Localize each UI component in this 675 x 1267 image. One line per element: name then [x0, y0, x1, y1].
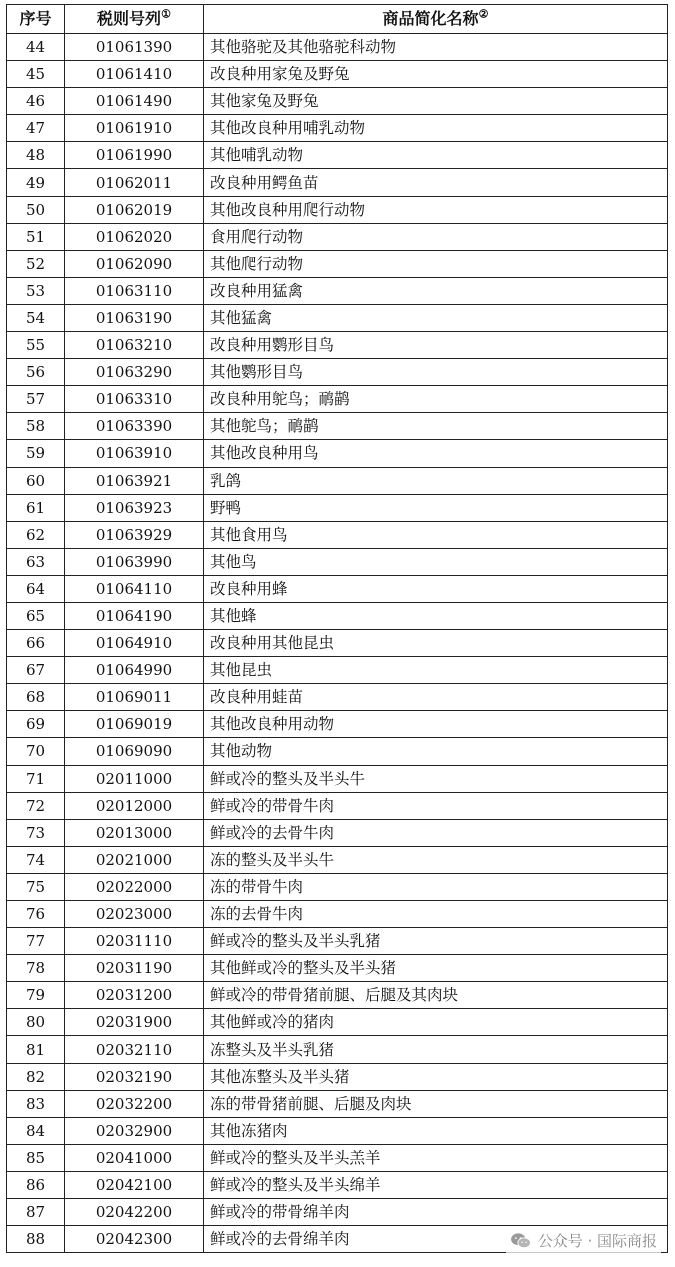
- table-row: [7, 521, 668, 548]
- table-row: [7, 332, 668, 359]
- product-name-cell: 其他冻猪肉: [204, 1117, 668, 1144]
- serial-number-cell: 65: [7, 602, 65, 629]
- product-name-cell: 鲜或冷的带骨牛肉: [204, 792, 668, 819]
- product-name-cell: 其他昆虫: [204, 657, 668, 684]
- table-row: [7, 901, 668, 928]
- tariff-code-cell: 02031900: [65, 1009, 204, 1036]
- serial-number-cell: 72: [7, 792, 65, 819]
- serial-number-cell: 47: [7, 115, 65, 142]
- serial-number-cell: 46: [7, 88, 65, 115]
- table-row: [7, 304, 668, 331]
- table-row: [7, 223, 668, 250]
- table-row: [7, 142, 668, 169]
- serial-number-cell: 73: [7, 819, 65, 846]
- serial-number-cell: 63: [7, 548, 65, 575]
- table-row: [7, 1090, 668, 1117]
- tariff-code-cell: 02042100: [65, 1171, 204, 1198]
- tariff-code-cell: 01063210: [65, 332, 204, 359]
- tariff-code-cell: 01062011: [65, 169, 204, 196]
- table-row: [7, 738, 668, 765]
- tariff-code-cell: 01064990: [65, 657, 204, 684]
- table-row: [7, 955, 668, 982]
- product-name-cell: 改良种用鹦形目鸟: [204, 332, 668, 359]
- tariff-code-cell: 02023000: [65, 901, 204, 928]
- serial-number-cell: 81: [7, 1036, 65, 1063]
- table-row: [7, 386, 668, 413]
- product-name-cell: 改良种用蛙苗: [204, 684, 668, 711]
- table-row: [7, 88, 668, 115]
- serial-number-cell: 76: [7, 901, 65, 928]
- serial-number-cell: 58: [7, 413, 65, 440]
- table-row: [7, 34, 668, 61]
- serial-number-cell: 44: [7, 34, 65, 61]
- serial-number-cell: 84: [7, 1117, 65, 1144]
- tariff-code-cell: 02032110: [65, 1036, 204, 1063]
- product-name-cell: 鲜或冷的整头及半头绵羊: [204, 1171, 668, 1198]
- product-name-cell: 鲜或冷的带骨猪前腿、后腿及其肉块: [204, 982, 668, 1009]
- tariff-code-cell: 02011000: [65, 765, 204, 792]
- table-row: [7, 196, 668, 223]
- product-name-cell: 其他鹦形目鸟: [204, 359, 668, 386]
- product-name-cell: 其他改良种用动物: [204, 711, 668, 738]
- watermark: [506, 1228, 661, 1253]
- header-tariff-code: [65, 5, 204, 34]
- serial-number-cell: 52: [7, 250, 65, 277]
- table-row: [7, 711, 668, 738]
- table-row: [7, 494, 668, 521]
- table-header-row: [7, 5, 668, 34]
- table-row: [7, 873, 668, 900]
- serial-number-cell: 59: [7, 440, 65, 467]
- tariff-code-cell: 01063110: [65, 277, 204, 304]
- table-row: [7, 1171, 668, 1198]
- tariff-code-cell: 02022000: [65, 873, 204, 900]
- table-row: [7, 684, 668, 711]
- table-row: [7, 657, 668, 684]
- table-row: [7, 413, 668, 440]
- product-name-cell: 冻的带骨猪前腿、后腿及肉块: [204, 1090, 668, 1117]
- header-serial-number-label: 序号: [19, 9, 52, 28]
- serial-number-cell: 82: [7, 1063, 65, 1090]
- header-product-name-label: 商品简化名称: [382, 9, 479, 28]
- tariff-code-cell: 01063990: [65, 548, 204, 575]
- table-row: [7, 467, 668, 494]
- product-name-cell: 鲜或冷的去骨绵羊肉: [204, 1226, 668, 1253]
- tariff-code-cell: 01063921: [65, 467, 204, 494]
- product-name-cell: 鲜或冷的去骨牛肉: [204, 819, 668, 846]
- product-name-cell: 鲜或冷的整头及半头乳猪: [204, 928, 668, 955]
- product-name-cell: 改良种用蜂: [204, 575, 668, 602]
- product-name-cell: 冻的带骨牛肉: [204, 873, 668, 900]
- tariff-code-cell: 01064110: [65, 575, 204, 602]
- table-row: [7, 1063, 668, 1090]
- serial-number-cell: 67: [7, 657, 65, 684]
- serial-number-cell: 78: [7, 955, 65, 982]
- footnote-marker-2: ②: [478, 7, 489, 21]
- product-name-cell: 冻的整头及半头牛: [204, 846, 668, 873]
- tariff-code-cell: 01063310: [65, 386, 204, 413]
- serial-number-cell: 87: [7, 1199, 65, 1226]
- table-row: [7, 928, 668, 955]
- table-row: [7, 792, 668, 819]
- serial-number-cell: 56: [7, 359, 65, 386]
- tariff-code-cell: 02042200: [65, 1199, 204, 1226]
- table-row: [7, 602, 668, 629]
- product-name-cell: 改良种用鳄鱼苗: [204, 169, 668, 196]
- product-name-cell: 其他爬行动物: [204, 250, 668, 277]
- tariff-code-cell: 01069011: [65, 684, 204, 711]
- tariff-code-cell: 01061910: [65, 115, 204, 142]
- serial-number-cell: 48: [7, 142, 65, 169]
- product-name-cell: 其他鸟: [204, 548, 668, 575]
- product-name-cell: 改良种用其他昆虫: [204, 630, 668, 657]
- table-row: [7, 982, 668, 1009]
- tariff-code-cell: 02012000: [65, 792, 204, 819]
- serial-number-cell: 49: [7, 169, 65, 196]
- tariff-code-cell: 01064190: [65, 602, 204, 629]
- tariff-code-cell: 01061990: [65, 142, 204, 169]
- product-name-cell: 其他哺乳动物: [204, 142, 668, 169]
- tariff-code-cell: 02021000: [65, 846, 204, 873]
- product-name-cell: 乳鸽: [204, 467, 668, 494]
- tariff-code-cell: 02032190: [65, 1063, 204, 1090]
- product-name-cell: 其他家兔及野兔: [204, 88, 668, 115]
- serial-number-cell: 86: [7, 1171, 65, 1198]
- serial-number-cell: 53: [7, 277, 65, 304]
- product-name-cell: 冻的去骨牛肉: [204, 901, 668, 928]
- product-name-cell: 鲜或冷的整头及半头羔羊: [204, 1144, 668, 1171]
- tariff-table: [6, 4, 668, 1253]
- serial-number-cell: 64: [7, 575, 65, 602]
- product-name-cell: 其他鲜或冷的整头及半头猪: [204, 955, 668, 982]
- table-row: [7, 277, 668, 304]
- serial-number-cell: 50: [7, 196, 65, 223]
- serial-number-cell: 55: [7, 332, 65, 359]
- serial-number-cell: 62: [7, 521, 65, 548]
- tariff-code-cell: 02032900: [65, 1117, 204, 1144]
- tariff-code-cell: 01063290: [65, 359, 204, 386]
- product-name-cell: 鲜或冷的整头及半头牛: [204, 765, 668, 792]
- table-row: [7, 440, 668, 467]
- tariff-code-cell: 01063929: [65, 521, 204, 548]
- product-name-cell: 其他蜂: [204, 602, 668, 629]
- serial-number-cell: 51: [7, 223, 65, 250]
- serial-number-cell: 80: [7, 1009, 65, 1036]
- tariff-code-cell: 01064910: [65, 630, 204, 657]
- tariff-code-cell: 01063390: [65, 413, 204, 440]
- serial-number-cell: 68: [7, 684, 65, 711]
- product-name-cell: 其他骆驼及其他骆驼科动物: [204, 34, 668, 61]
- serial-number-cell: 83: [7, 1090, 65, 1117]
- serial-number-cell: 57: [7, 386, 65, 413]
- table-row: [7, 1009, 668, 1036]
- product-name-cell: 冻整头及半头乳猪: [204, 1036, 668, 1063]
- tariff-code-cell: 01063190: [65, 304, 204, 331]
- tariff-code-cell: 01063910: [65, 440, 204, 467]
- serial-number-cell: 74: [7, 846, 65, 873]
- serial-number-cell: 88: [7, 1226, 65, 1253]
- product-name-cell: 食用爬行动物: [204, 223, 668, 250]
- product-name-cell: 改良种用鸵鸟；鸸鹋: [204, 386, 668, 413]
- serial-number-cell: 71: [7, 765, 65, 792]
- table-row: [7, 1117, 668, 1144]
- tariff-code-cell: 01069090: [65, 738, 204, 765]
- table-row: [7, 115, 668, 142]
- table-row: [7, 1199, 668, 1226]
- table-row: [7, 359, 668, 386]
- product-name-cell: 改良种用家兔及野兔: [204, 61, 668, 88]
- table-row: [7, 169, 668, 196]
- table-row: [7, 765, 668, 792]
- serial-number-cell: 75: [7, 873, 65, 900]
- table-row: [7, 630, 668, 657]
- serial-number-cell: 85: [7, 1144, 65, 1171]
- serial-number-cell: 79: [7, 982, 65, 1009]
- product-name-cell: 鲜或冷的带骨绵羊肉: [204, 1199, 668, 1226]
- serial-number-cell: 60: [7, 467, 65, 494]
- serial-number-cell: 61: [7, 494, 65, 521]
- product-name-cell: 野鸭: [204, 494, 668, 521]
- tariff-code-cell: 01061490: [65, 88, 204, 115]
- header-serial-number: [7, 5, 65, 34]
- wechat-icon: [510, 1232, 532, 1250]
- product-name-cell: 其他改良种用哺乳动物: [204, 115, 668, 142]
- serial-number-cell: 54: [7, 304, 65, 331]
- product-name-cell: 其他鸵鸟；鸸鹋: [204, 413, 668, 440]
- tariff-code-cell: 01062020: [65, 223, 204, 250]
- product-name-cell: 其他改良种用爬行动物: [204, 196, 668, 223]
- tariff-code-cell: 02031190: [65, 955, 204, 982]
- footnote-marker-1: ①: [161, 7, 171, 21]
- tariff-code-cell: 01063923: [65, 494, 204, 521]
- tariff-code-cell: 02031110: [65, 928, 204, 955]
- tariff-code-cell: 02032200: [65, 1090, 204, 1117]
- serial-number-cell: 77: [7, 928, 65, 955]
- product-name-cell: 其他猛禽: [204, 304, 668, 331]
- tariff-code-cell: 01061410: [65, 61, 204, 88]
- header-tariff-code-label: 税则号列: [97, 9, 162, 28]
- serial-number-cell: 69: [7, 711, 65, 738]
- serial-number-cell: 45: [7, 61, 65, 88]
- tariff-code-cell: 02031200: [65, 982, 204, 1009]
- header-product-name: [204, 5, 668, 34]
- product-name-cell: 其他改良种用鸟: [204, 440, 668, 467]
- table-row: [7, 575, 668, 602]
- tariff-code-cell: 02042300: [65, 1226, 204, 1253]
- product-name-cell: 其他冻整头及半头猪: [204, 1063, 668, 1090]
- table-row: [7, 61, 668, 88]
- tariff-code-cell: 01062090: [65, 250, 204, 277]
- serial-number-cell: 66: [7, 630, 65, 657]
- table-row: [7, 819, 668, 846]
- serial-number-cell: 70: [7, 738, 65, 765]
- tariff-code-cell: 02041000: [65, 1144, 204, 1171]
- product-name-cell: 其他食用鸟: [204, 521, 668, 548]
- table-row: [7, 1036, 668, 1063]
- tariff-code-cell: 02013000: [65, 819, 204, 846]
- tariff-code-cell: 01061390: [65, 34, 204, 61]
- product-name-cell: 改良种用猛禽: [204, 277, 668, 304]
- table-row: [7, 1144, 668, 1171]
- tariff-code-cell: 01069019: [65, 711, 204, 738]
- product-name-cell: 其他鲜或冷的猪肉: [204, 1009, 668, 1036]
- table-row: [7, 250, 668, 277]
- tariff-code-cell: 01062019: [65, 196, 204, 223]
- table-row: [7, 548, 668, 575]
- watermark-text: 公众号 · 国际商报: [537, 1232, 657, 1250]
- table-row: [7, 846, 668, 873]
- product-name-cell: 其他动物: [204, 738, 668, 765]
